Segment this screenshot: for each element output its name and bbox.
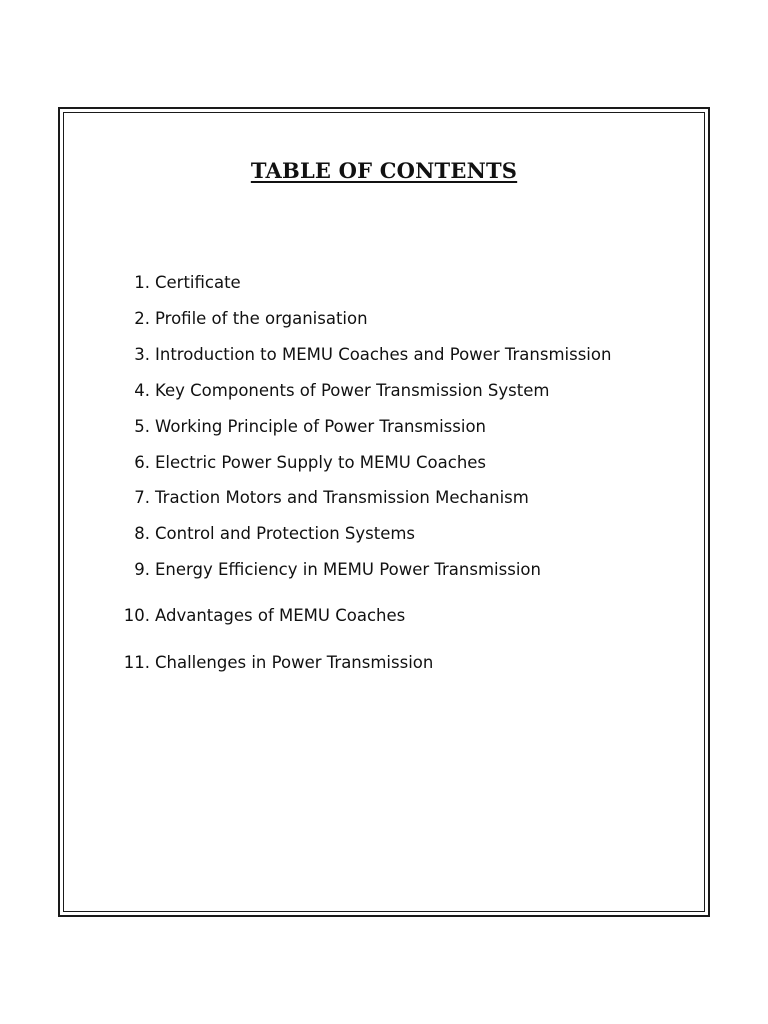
toc-item-number: 1. [134, 273, 150, 292]
toc-item [0, 524, 415, 544]
page-border [58, 107, 710, 917]
toc-item-label: Electric Power Supply to MEMU Coaches [155, 453, 487, 472]
toc-item-label: Traction Motors and Transmission Mechanism [155, 488, 529, 507]
toc-item [0, 273, 241, 293]
toc-item [0, 345, 611, 365]
toc-item-label: Key Components of Power Transmission System [155, 381, 550, 400]
toc-item-label: Working Principle of Power Transmission [155, 417, 487, 436]
toc-item [0, 606, 405, 626]
toc-item-number: 5. [134, 417, 150, 436]
toc-item-number: 6. [134, 453, 150, 472]
toc-item [0, 453, 486, 473]
toc-heading: TABLE OF CONTENTS [250, 158, 518, 183]
toc-item-label: Control and Protection Systems [155, 524, 416, 543]
toc-item-number: 8. [134, 524, 150, 543]
toc-item-label: Advantages of MEMU Coaches [155, 606, 406, 625]
toc-item-number: 10. [123, 606, 150, 625]
toc-item [0, 653, 433, 673]
toc-item [0, 309, 368, 329]
toc-item [0, 488, 529, 508]
toc-item-label: Introduction to MEMU Coaches and Power Transmission [155, 345, 612, 364]
toc-item-number: 7. [134, 488, 150, 507]
page-title [0, 158, 768, 183]
toc-item-label: Challenges in Power Transmission [155, 653, 434, 672]
toc-item-number: 9. [134, 560, 150, 579]
toc-item-label: Certificate [155, 273, 241, 292]
toc-item [0, 381, 549, 401]
toc-item-number: 4. [134, 381, 150, 400]
toc-item-label: Energy Efficiency in MEMU Power Transmission [155, 560, 541, 579]
toc-item-label: Profile of the organisation [155, 309, 368, 328]
toc-item-number: 2. [134, 309, 150, 328]
toc-item [0, 417, 486, 437]
toc-item-number: 3. [134, 345, 150, 364]
toc-item [0, 560, 541, 580]
toc-item-number: 11. [123, 653, 150, 672]
page-border-inner [63, 112, 705, 912]
